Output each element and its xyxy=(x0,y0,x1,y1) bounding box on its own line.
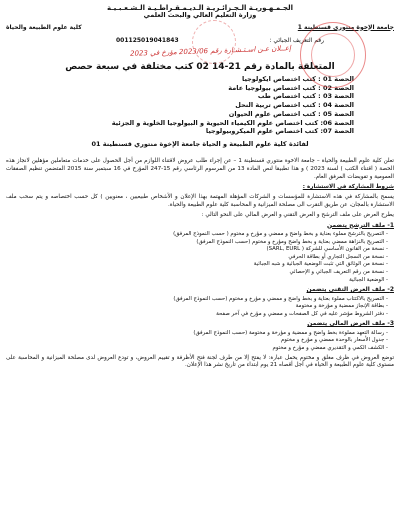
faculty-name: كلية علوم الطبيعة والحياة xyxy=(6,23,82,31)
section-title: 2- ملف العرض التقني يتضمن xyxy=(306,286,394,294)
intro-paragraph: تعلن كلية علوم الطبيعة والحياة – جامعة الاخوة منتوري قسنطينة 1 – عن إجراء طلب عروض لاقتناء اللوازم من أجل الحصول على خدمات متعاملين مؤهلين لانجاز هذه الحصة ( اقتناء الكتب ) لسنة 2023 ) و هذا تطبيقا لنص المادة 13 من المرسوم الرئاسي رقم 15-247 المؤرخ في 16 سبتمبر سنة 2015 المتضمن تنظيم الصفقات العمومية و تفويضات المرفق العام. xyxy=(6,158,394,180)
document-header xyxy=(6,4,394,20)
list-item: - نسخة من القانون الأساسي للشركة ( SARL, EURL) xyxy=(266,246,388,253)
lot-item: الحصة 01 : كتب اختصاص ايكولوجيا xyxy=(242,74,354,83)
university-name: جامعة الإخوة منتوري قسنطينة 1 xyxy=(297,23,394,31)
republic-title: الجـمـهـوريـة الـجـزائـريـة الـديـمـقـراطـيـة الـشـعـبـيـة xyxy=(106,4,294,12)
conditions-paragraph: يسمح بالمشاركة في هذه الاستشارة للمؤسسات و الشركات المؤهلة المهتمة بهذا الإعلان و الأشخاص طبيعيين ، معنويين ) كل حسب اختصاصه و يتم سحب ملف الاستشارة بالمجان، عن طريق التقرب الى مصلحة الميزانية و المحاسبة كلية علوم الطبيعة والحياة. xyxy=(6,193,394,208)
announcement-stamp: إعــلان عـن اسـتـشـارة رقم 2023/06 مؤرخ في 2023 xyxy=(129,44,292,58)
ministry-title: وزارة التعليم العالي والبحث العلمي xyxy=(143,11,257,20)
lot-beneficiary: لفائدة كلية علوم الطبيعة و الحياة جامعة الإخوة منتوري قسنطينة 01 xyxy=(91,140,309,149)
lot-item: الحصة 06: كتب اختصاص علوم الكيمياء الحيوية و البيولوجيا الخلوية و الجزئية xyxy=(111,118,354,127)
list-item: - جدول الأسعار بالوحدة ممضي و مؤرخ و مختوم xyxy=(280,337,388,344)
lot-item: الحصة 03 : كتب اختصاص طب xyxy=(257,92,354,101)
official-seal-icon xyxy=(300,22,366,88)
list-item: - بطاقة الإنجاز ممضية و مؤرخة و مختومة xyxy=(295,303,388,310)
lot-item: الحصة 04 : كتب اختصاص تربية النحل xyxy=(235,101,354,110)
closing-paragraph: توضع العروض في ظرف مغلق و مختوم يحمل عبارة: لا يفتح إلا من طرف لجنة فتح الأظرفة و تقييم العروض، و تودع العروض لدى مصلحة الميزانية و المحاسبة على مستوى كلية علوم الطبيعة و الحياة في أجل أقصاه 21 يوم ابتداء من تاريخ نشر هذا الإعلان. xyxy=(6,354,394,369)
list-item: - التصريح بالاكتتاب مملوء بعناية و بخط واضح و ممضي و مؤرخ و مختوم (حسب النموذج المرفق) xyxy=(173,295,388,302)
list-item: - دفتر الشروط مؤشر عليه في كل الصفحات و ممضي و مؤرخ في آخر صفحة xyxy=(216,310,388,317)
lot-item: الحصة 07: كتب اختصاص علوم الميكروبيولوجيا xyxy=(205,127,354,136)
list-item: - الكشف الكمي و التقديري ممضي و مؤرخ و مختوم xyxy=(272,344,388,351)
announcement-body xyxy=(6,158,394,370)
list-item: - نسخة من السجل التجاري أو بطاقة الحرفي xyxy=(288,253,388,260)
list-item: - التصريح بالنزاهة ممضي بعناية و بخط واضح ومؤرخ و مختوم (حسب النموذج المرفق) xyxy=(196,238,388,245)
lot-item: الحصة 05 : كتب اختصاص علوم الحيوان xyxy=(228,109,354,118)
list-item: - الوضعية الجبائية xyxy=(349,276,388,283)
list-item: - رسالة التعهد مملوءة بخط واضح و ممضية و مؤرخة و مختومة (حسب النموذج المرفق) xyxy=(193,329,388,336)
title-line: المتعلقة بالمادة رقم 21-14 02 كتب مختلفة في سبعة حصص xyxy=(65,61,335,72)
section-title: 1- ملف الترشح يتضمن xyxy=(326,221,394,229)
round-stamp-icon xyxy=(192,20,236,64)
offer-structure-paragraph: يطرح العرض على ملف الترشح و العرض التقني و العرض المالي على النحو التالي : xyxy=(201,211,394,218)
list-item: - نسخة من رقم التعريف الجبائي و الإحصائي xyxy=(289,269,388,276)
nif-label: رقم التعريف الجبائي : xyxy=(269,36,324,44)
section-title: 3- ملف العرض المالي يتضمن xyxy=(307,320,394,328)
nif-value: 001125019041843 xyxy=(116,36,179,44)
lot-item: الحصة 02 : كتب اختصاص بيولوجيا عامة xyxy=(228,83,354,92)
list-item: - نسخة من الوثائق التي تثبت الوضعية الجبائية و شبه الجبائية xyxy=(253,261,388,268)
conditions-heading: شروط المشاركة في الاستشارة : xyxy=(302,183,394,190)
list-item: - التصريح بالترشح مملوء بعناية و بخط واضح و ممضي و مؤرخ و مختوم ( حسب النموذج المرفق) xyxy=(173,231,388,238)
